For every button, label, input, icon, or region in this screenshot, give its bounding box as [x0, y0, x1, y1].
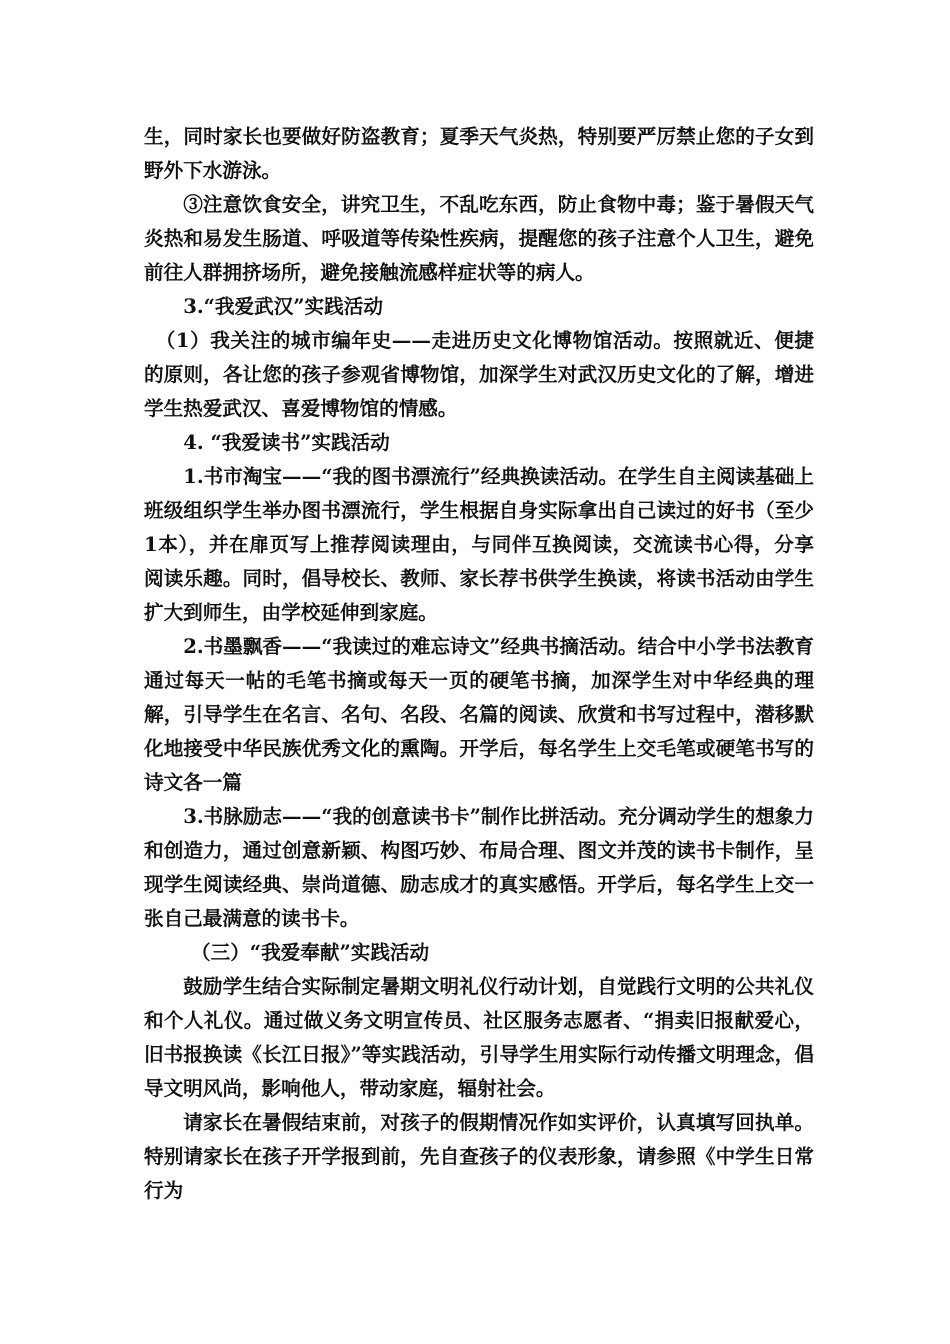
paragraph-parent-evaluation: 请家长在暑假结束前，对孩子的假期情况作如实评价，认真填写回执单。特别请家长在孩子开学报到前，先自查孩子的仪表形象，请参照《中学生日常行为: [144, 1111, 814, 1202]
document-page: [144, 120, 814, 1208]
paragraph-reading-card: 3.书脉励志——“我的创意读书卡”制作比拼活动。充分调动学生的想象力和创造力，通过创意新颖、构图巧妙、布局合理、图文并茂的读书卡制作，呈现学生阅读经典、崇尚道德、励志成才的真实感悟。开学后，每名学生上交一张自己最满意的读书卡。: [144, 805, 814, 930]
paragraph-civility-plan: 鼓励学生结合实际制定暑期文明礼仪行动计划，自觉践行文明的公共礼仪和个人礼仪。通过做义务文明宣传员、社区服务志愿者、“捐卖旧报献爱心，旧书报换读《长江日报》”等实践活动，引导学生用实际行动传播文明理念，倡导文明风尚，影响他人，带动家庭，辐射社会。: [144, 975, 814, 1100]
heading-love-dedication: （三）“我爱奉献”实践活动: [191, 941, 430, 964]
paragraph-safety-continued: 生，同时家长也要做好防盗教育；夏季天气炎热，特别要严厉禁止您的子女到野外下水游泳。: [144, 125, 814, 182]
paragraph-book-excerpt: 2.书墨飘香——“我读过的难忘诗文”经典书摘活动。结合中小学书法教育通过每天一帖的毛笔书摘或每天一页的硬笔书摘，加深学生对中华经典的理解，引导学生在名言、名句、名段、名篇的阅读、欣赏和书写过程中，潜移默化地接受中华民族优秀文化的熏陶。开学后，每名学生上交毛笔或硬笔书写的诗文各一篇: [144, 635, 814, 794]
heading-love-wuhan: 3.“我爱武汉”实践活动: [183, 295, 383, 318]
heading-love-reading: 4. “我爱读书”实践活动: [183, 431, 390, 454]
paragraph-book-drift: 1.书市淘宝——“我的图书漂流行”经典换读活动。在学生自主阅读基础上班级组织学生举办图书漂流行，学生根据自身实际拿出自己读过的好书（至少1本），并在扉页写上推荐阅读理由，与同伴互换阅读，交流读书心得，分享阅读乐趣。同时，倡导校长、教师、家长荐书供学生换读，将读书活动由学生扩大到师生，由学校延伸到家庭。: [144, 465, 814, 624]
paragraph-museum-activity: （1）我关注的城市编年史——走进历史文化博物馆活动。按照就近、便捷的原则，各让您的孩子参观省博物馆，加深学生对武汉历史文化的了解，增进学生热爱武汉、喜爱博物馆的情感。: [144, 329, 814, 420]
paragraph-food-safety: ③注意饮食安全，讲究卫生，不乱吃东西，防止食物中毒；鉴于暑假天气炎热和易发生肠道、呼吸道等传染性疾病，提醒您的孩子注意个人卫生，避免前往人群拥挤场所，避免接触流感样症状等的病人。: [144, 193, 814, 284]
